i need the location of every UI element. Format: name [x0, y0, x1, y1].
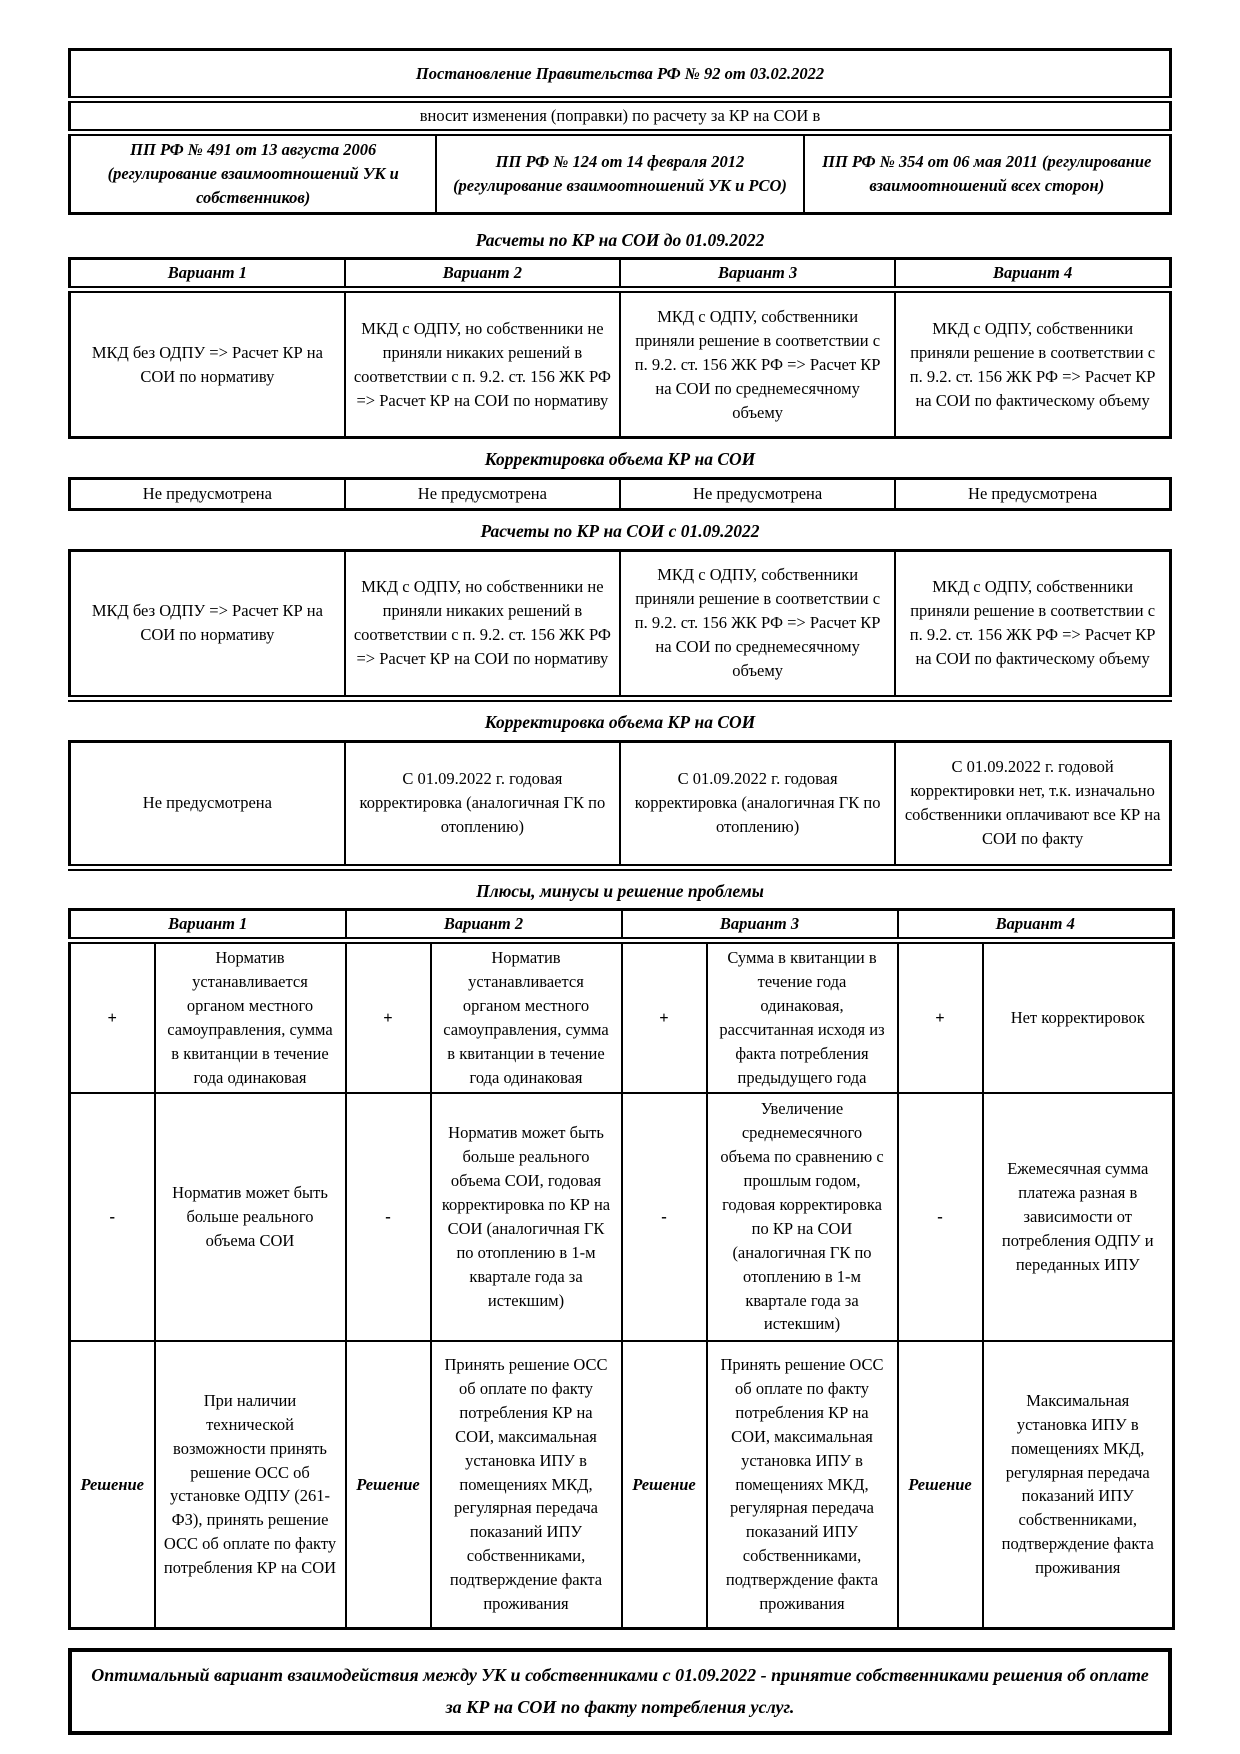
variant-2-header: Вариант 2 [345, 259, 620, 290]
correction-after-variant-2: С 01.09.2022 г. годовая корректировка (аналогичная ГК по отоплению) [345, 741, 620, 867]
plus-symbol: + [898, 941, 983, 1093]
minus-symbol: - [70, 1093, 155, 1341]
pros-variant-4: Нет корректировок [983, 941, 1174, 1093]
variant-3-header: Вариант 3 [622, 910, 898, 941]
calc-before-variant-1: МКД без ОДПУ => Расчет КР на СОИ по нормативу [70, 290, 345, 438]
document-title: Постановление Правительства РФ № 92 от 03.02.2022 [70, 50, 1171, 100]
correction-before-table [68, 477, 1172, 511]
minus-symbol: - [622, 1093, 707, 1341]
solution-label: Решение [346, 1341, 431, 1629]
decree-pp-491: ПП РФ № 491 от 13 августа 2006 (регулирование взаимоотношений УК и собственников) [70, 132, 437, 213]
correction-after-row [70, 741, 1171, 867]
variant-2-header: Вариант 2 [346, 910, 622, 941]
variant-header-row [70, 910, 1174, 941]
correction-before-variant-3: Не предусмотрена [620, 479, 895, 510]
calc-before-variant-2: МКД с ОДПУ, но собственники не приняли никаких решений в соответствии с п. 9.2. ст. 156 ЖК РФ => Расчет КР на СОИ по нормативу [345, 290, 620, 438]
decree-pp-124: ПП РФ № 124 от 14 февраля 2012 (регулирование взаимоотношений УК и РСО) [436, 132, 803, 213]
variant-4-header: Вариант 4 [898, 910, 1174, 941]
conclusion-box [68, 1648, 1172, 1735]
calc-after-row [70, 550, 1171, 698]
cons-variant-1: Норматив может быть больше реального объема СОИ [155, 1093, 346, 1341]
calc-after-variant-2: МКД с ОДПУ, но собственники не приняли никаких решений в соответствии с п. 9.2. ст. 156 ЖК РФ => Расчет КР на СОИ по нормативу [345, 550, 620, 698]
solution-variant-1: При наличии технической возможности принять решение ОСС об установке ОДПУ (261-ФЗ), принять решение ОСС об оплате по факту потребления КР на СОИ [155, 1341, 346, 1629]
cons-variant-3: Увеличение среднемесячного объема по сравнению с прошлым годом, годовая корректировка по КР на СОИ (аналогичная ГК по отоплению в 1-м квартале года за истекшим) [707, 1093, 898, 1341]
solution-row [70, 1341, 1174, 1629]
solution-variant-3: Принять решение ОСС об оплате по факту потребления КР на СОИ, максимальная установка ИПУ в помещениях МКД, регулярная передача показаний ИПУ собственниками, подтверждение факта проживания [707, 1341, 898, 1629]
section-title-correction-after: Корректировка объема КР на СОИ [484, 711, 756, 732]
correction-before-variant-2: Не предусмотрена [345, 479, 620, 510]
solution-variant-2: Принять решение ОСС об оплате по факту потребления КР на СОИ, максимальная установка ИПУ в помещениях МКД, регулярная передача показаний ИПУ собственниками, подтверждение факта проживания [431, 1341, 622, 1629]
solution-variant-4: Максимальная установка ИПУ в помещениях МКД, регулярная передача показаний ИПУ собственниками, подтверждение факта проживания [983, 1341, 1174, 1629]
cons-variant-2: Норматив может быть больше реального объема СОИ, годовая корректировка по КР на СОИ (аналогичная ГК по отоплению в 1-м квартале года за истекшим) [431, 1093, 622, 1341]
cons-variant-4: Ежемесячная сумма платежа разная в зависимости от потребления ОДПУ и переданных ИПУ [983, 1093, 1174, 1341]
pros-cons-table [68, 908, 1175, 1630]
calc-after-table [68, 549, 1172, 702]
calc-after-variant-1: МКД без ОДПУ => Расчет КР на СОИ по нормативу [70, 550, 345, 698]
correction-before-variant-1: Не предусмотрена [70, 479, 345, 510]
calc-before-variant-3: МКД с ОДПУ, собственники приняли решение в соответствии с п. 9.2. ст. 156 ЖК РФ => Расчет КР на СОИ по среднемесячному объему [620, 290, 895, 438]
variant-4-header: Вариант 4 [895, 259, 1170, 290]
document-subtitle: вносит изменения (поправки) по расчету за КР на СОИ в [70, 100, 1171, 133]
solution-label: Решение [70, 1341, 155, 1629]
correction-after-variant-1: Не предусмотрена [70, 741, 345, 867]
correction-after-variant-3: С 01.09.2022 г. годовая корректировка (аналогичная ГК по отоплению) [620, 741, 895, 867]
correction-before-variant-4: Не предусмотрена [895, 479, 1170, 510]
plus-symbol: + [622, 941, 707, 1093]
solution-label: Решение [622, 1341, 707, 1629]
calc-before-table [68, 257, 1172, 439]
section-title-calc-before: Расчеты по КР на СОИ до 01.09.2022 [475, 229, 765, 250]
cons-row [70, 1093, 1174, 1341]
calc-after-variant-3: МКД с ОДПУ, собственники приняли решение в соответствии с п. 9.2. ст. 156 ЖК РФ => Расчет КР на СОИ по среднемесячному объему [620, 550, 895, 698]
pros-variant-2: Норматив устанавливается органом местного самоуправления, сумма в квитанции в течение года одинаковая [431, 941, 622, 1093]
variant-1-header: Вариант 1 [70, 910, 346, 941]
plus-symbol: + [70, 941, 155, 1093]
pros-row [70, 941, 1174, 1093]
minus-symbol: - [346, 1093, 431, 1341]
section-title-pros-cons: Плюсы, минусы и решение проблемы [476, 880, 764, 901]
conclusion-text: Оптимальный вариант взаимодействия между УК и собственниками с 01.09.2022 - принятие собственниками решения об оплате за КР на СОИ по факту потребления услуг. [91, 1665, 1149, 1717]
correction-before-row [70, 479, 1171, 510]
section-title-correction-before: Корректировка объема КР на СОИ [484, 449, 756, 470]
pros-variant-1: Норматив устанавливается органом местного самоуправления, сумма в квитанции в течение года одинаковая [155, 941, 346, 1093]
variant-1-header: Вариант 1 [70, 259, 345, 290]
correction-after-table [68, 740, 1172, 871]
plus-symbol: + [346, 941, 431, 1093]
correction-after-variant-4: С 01.09.2022 г. годовой корректировки нет, т.к. изначально собственники оплачивают все КР на СОИ по факту [895, 741, 1170, 867]
variant-3-header: Вариант 3 [620, 259, 895, 290]
section-title-calc-after: Расчеты по КР на СОИ с 01.09.2022 [480, 521, 760, 542]
solution-label: Решение [898, 1341, 983, 1629]
header-table [68, 48, 1172, 215]
variant-header-row [70, 259, 1171, 290]
calc-before-variant-4: МКД с ОДПУ, собственники приняли решение в соответствии с п. 9.2. ст. 156 ЖК РФ => Расчет КР на СОИ по фактическому объему [895, 290, 1170, 438]
minus-symbol: - [898, 1093, 983, 1341]
pros-variant-3: Сумма в квитанции в течение года одинаковая, рассчитанная исходя из факта потребления предыдущего года [707, 941, 898, 1093]
calc-before-row [70, 290, 1171, 438]
calc-after-variant-4: МКД с ОДПУ, собственники приняли решение в соответствии с п. 9.2. ст. 156 ЖК РФ => Расчет КР на СОИ по фактическому объему [895, 550, 1170, 698]
decree-pp-354: ПП РФ № 354 от 06 мая 2011 (регулирование взаимоотношений всех сторон) [804, 132, 1171, 213]
